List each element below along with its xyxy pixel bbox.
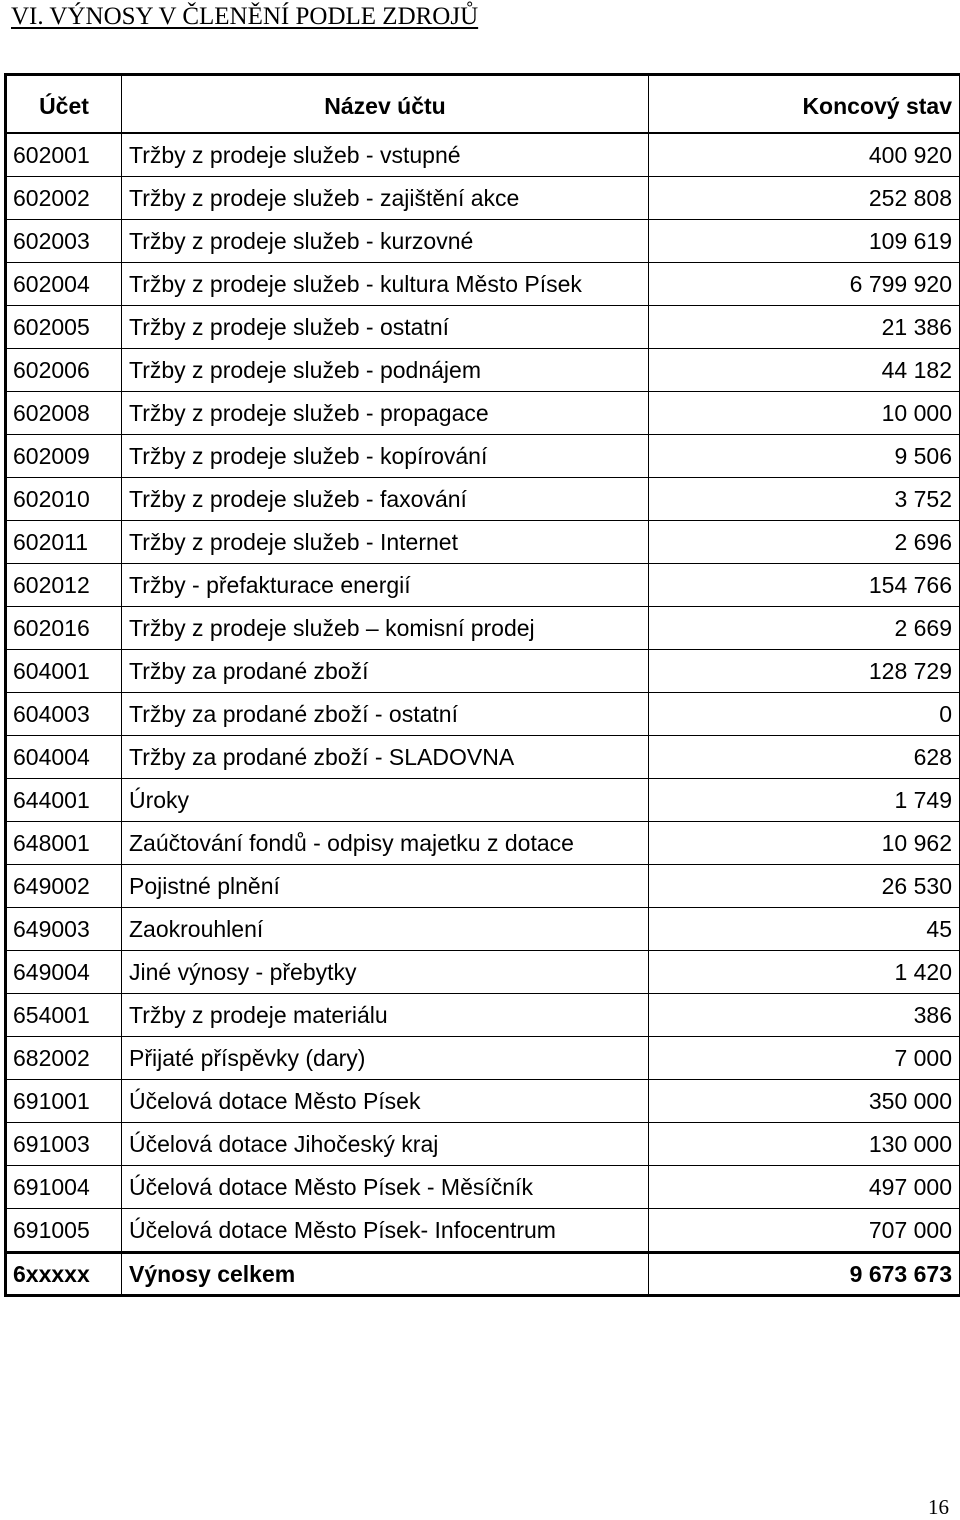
row-name: Tržby z prodeje služeb - kurzovné: [122, 220, 649, 263]
row-balance: 130 000: [649, 1123, 960, 1166]
row-balance: 10 962: [649, 822, 960, 865]
row-name: Tržby z prodeje služeb - zajištění akce: [122, 177, 649, 220]
table-row: [6, 1123, 960, 1166]
row-account: 649004: [6, 951, 122, 994]
table-row: [6, 951, 960, 994]
table-row: [6, 220, 960, 263]
row-balance: 44 182: [649, 349, 960, 392]
row-name: Účelová dotace Město Písek: [122, 1080, 649, 1123]
row-account: 644001: [6, 779, 122, 822]
table-row: [6, 306, 960, 349]
row-balance: 109 619: [649, 220, 960, 263]
row-name: Pojistné plnění: [122, 865, 649, 908]
table-row: [6, 1166, 960, 1209]
total-name: Výnosy celkem: [122, 1253, 649, 1296]
table-row: [6, 994, 960, 1037]
row-account: 691005: [6, 1209, 122, 1253]
row-account: 604004: [6, 736, 122, 779]
row-balance: 628: [649, 736, 960, 779]
row-name: Přijaté příspěvky (dary): [122, 1037, 649, 1080]
row-account: 602008: [6, 392, 122, 435]
row-name: Tržby z prodeje služeb - propagace: [122, 392, 649, 435]
row-balance: 26 530: [649, 865, 960, 908]
table-row: [6, 263, 960, 306]
table-row: [6, 693, 960, 736]
row-account: 649003: [6, 908, 122, 951]
table-row: [6, 133, 960, 177]
row-name: Tržby z prodeje služeb – komisní prodej: [122, 607, 649, 650]
row-name: Tržby z prodeje služeb - Internet: [122, 521, 649, 564]
row-account: 602004: [6, 263, 122, 306]
table-row: [6, 349, 960, 392]
row-name: Tržby za prodané zboží - SLADOVNA: [122, 736, 649, 779]
table-row: [6, 1080, 960, 1123]
row-balance: 252 808: [649, 177, 960, 220]
table-row: [6, 607, 960, 650]
row-account: 649002: [6, 865, 122, 908]
row-balance: 1 420: [649, 951, 960, 994]
row-account: 604003: [6, 693, 122, 736]
row-name: Účelová dotace Město Písek- Infocentrum: [122, 1209, 649, 1253]
row-account: 602012: [6, 564, 122, 607]
row-account: 602010: [6, 478, 122, 521]
row-account: 604001: [6, 650, 122, 693]
column-header-account: Účet: [6, 75, 122, 134]
row-name: Tržby - přefakturace energií: [122, 564, 649, 607]
row-name: Tržby za prodané zboží: [122, 650, 649, 693]
row-name: Účelová dotace Město Písek - Měsíčník: [122, 1166, 649, 1209]
row-account: 648001: [6, 822, 122, 865]
page-title: VI. VÝNOSY V ČLENĚNÍ PODLE ZDROJŮ: [11, 3, 478, 31]
table-row: [6, 177, 960, 220]
row-name: Tržby z prodeje služeb - kultura Město Písek: [122, 263, 649, 306]
row-account: 691004: [6, 1166, 122, 1209]
table-row: [6, 650, 960, 693]
table-row: [6, 736, 960, 779]
row-account: 691003: [6, 1123, 122, 1166]
table-row: [6, 865, 960, 908]
table-row: [6, 1037, 960, 1080]
table-row: [6, 1209, 960, 1253]
table-row: [6, 478, 960, 521]
revenue-table: [4, 73, 960, 1297]
row-balance: 21 386: [649, 306, 960, 349]
row-balance: 7 000: [649, 1037, 960, 1080]
row-account: 602002: [6, 177, 122, 220]
row-balance: 0: [649, 693, 960, 736]
row-account: 691001: [6, 1080, 122, 1123]
row-balance: 9 506: [649, 435, 960, 478]
row-name: Zaúčtování fondů - odpisy majetku z dotace: [122, 822, 649, 865]
row-balance: 45: [649, 908, 960, 951]
table-row: [6, 435, 960, 478]
row-name: Tržby z prodeje služeb - kopírování: [122, 435, 649, 478]
table-row: [6, 779, 960, 822]
total-balance: 9 673 673: [649, 1253, 960, 1296]
table-row: [6, 908, 960, 951]
row-account: 602003: [6, 220, 122, 263]
row-account: 602006: [6, 349, 122, 392]
row-name: Tržby za prodané zboží - ostatní: [122, 693, 649, 736]
row-balance: 497 000: [649, 1166, 960, 1209]
table-body: [6, 133, 960, 1253]
total-row: [6, 1253, 960, 1296]
row-balance: 128 729: [649, 650, 960, 693]
table-row: [6, 392, 960, 435]
row-name: Tržby z prodeje služeb - faxování: [122, 478, 649, 521]
row-name: Účelová dotace Jihočeský kraj: [122, 1123, 649, 1166]
table-row: [6, 564, 960, 607]
row-balance: 2 696: [649, 521, 960, 564]
row-account: 654001: [6, 994, 122, 1037]
row-balance: 707 000: [649, 1209, 960, 1253]
row-account: 602005: [6, 306, 122, 349]
row-name: Tržby z prodeje služeb - podnájem: [122, 349, 649, 392]
row-name: Tržby z prodeje služeb - ostatní: [122, 306, 649, 349]
row-balance: 386: [649, 994, 960, 1037]
row-balance: 400 920: [649, 133, 960, 177]
row-balance: 154 766: [649, 564, 960, 607]
table-row: [6, 822, 960, 865]
row-name: Úroky: [122, 779, 649, 822]
row-name: Zaokrouhlení: [122, 908, 649, 951]
row-balance: 350 000: [649, 1080, 960, 1123]
row-account: 602009: [6, 435, 122, 478]
row-account: 682002: [6, 1037, 122, 1080]
row-name: Jiné výnosy - přebytky: [122, 951, 649, 994]
row-account: 602001: [6, 133, 122, 177]
row-balance: 2 669: [649, 607, 960, 650]
table-header-row: [6, 75, 960, 134]
row-balance: 10 000: [649, 392, 960, 435]
row-account: 602016: [6, 607, 122, 650]
column-header-name: Název účtu: [122, 75, 649, 134]
row-account: 602011: [6, 521, 122, 564]
table-row: [6, 521, 960, 564]
row-balance: 6 799 920: [649, 263, 960, 306]
page-number: 16: [928, 1495, 949, 1520]
row-name: Tržby z prodeje služeb - vstupné: [122, 133, 649, 177]
row-name: Tržby z prodeje materiálu: [122, 994, 649, 1037]
row-balance: 1 749: [649, 779, 960, 822]
column-header-balance: Koncový stav: [649, 75, 960, 134]
row-balance: 3 752: [649, 478, 960, 521]
total-account: 6xxxxx: [6, 1253, 122, 1296]
